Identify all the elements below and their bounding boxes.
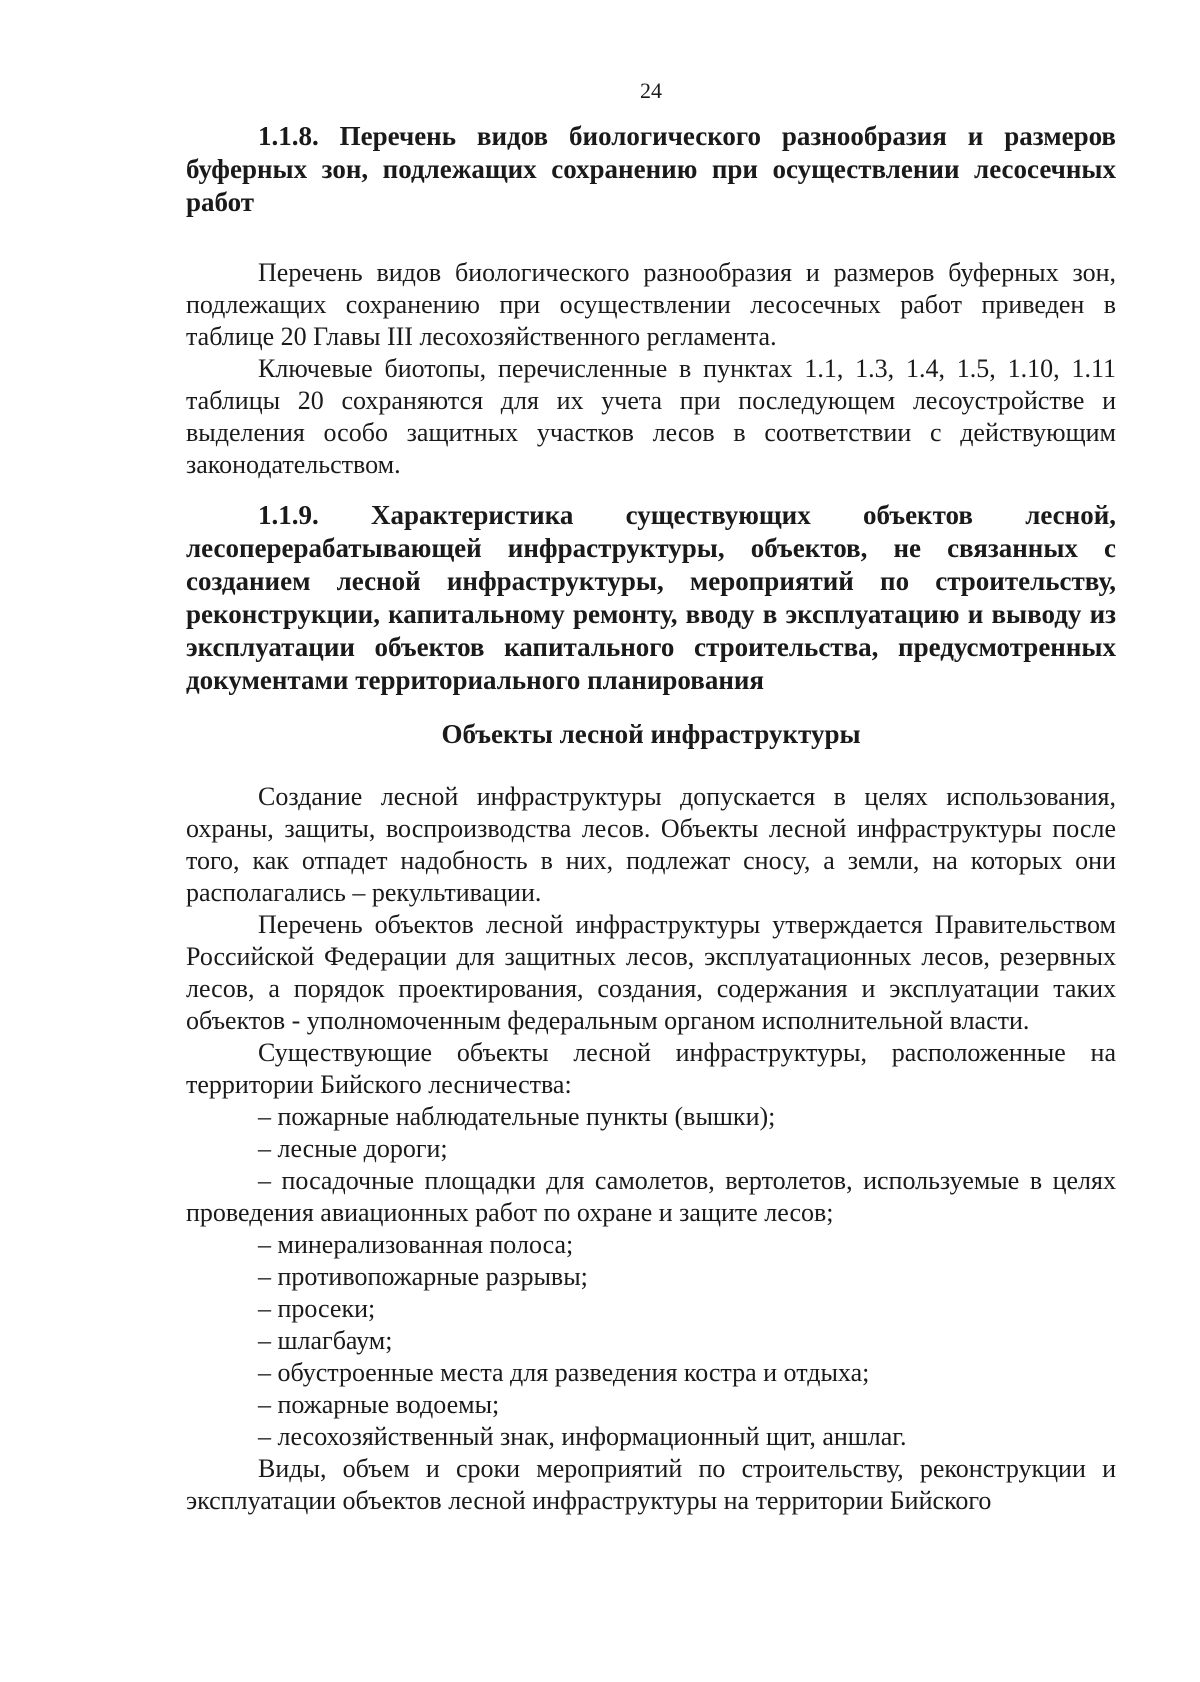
page-number: 24	[640, 78, 662, 103]
paragraph: Виды, объем и сроки мероприятий по строительству, реконструкции и эксплуатации объектов лесной инфраструктуры на территории Бийского	[186, 1454, 1116, 1515]
paragraph: Ключевые биотопы, перечисленные в пунктах 1.1, 1.3, 1.4, 1.5, 1.10, 1.11 таблицы 20 сохраняются для их учета при последующем лесоустройстве и выделения особо защитных участков лесов в соответствии с действующим законодательством.	[186, 354, 1116, 479]
list-item: – просеки;	[258, 1294, 376, 1323]
list-item: – посадочные площадки для самолетов, вертолетов, используемые в целях проведения авиационных работ по охране и защите лесов;	[186, 1166, 1116, 1227]
subheading-forest-infrastructure: Объекты лесной инфраструктуры	[441, 719, 861, 749]
list-item: – лесохозяйственный знак, информационный щит, аншлаг.	[258, 1422, 907, 1451]
list-item: – пожарные наблюдательные пункты (вышки);	[258, 1102, 776, 1131]
list-item: – обустроенные места для разведения костра и отдыха;	[258, 1358, 870, 1387]
infrastructure-list	[186, 1101, 1116, 1453]
list-item: – шлагбаум;	[258, 1326, 393, 1355]
section-heading-1-1-8: 1.1.8. Перечень видов биологического разнообразия и размеров буферных зон, подлежащих сохранению при осуществлении лесосечных работ	[186, 121, 1116, 217]
paragraph: Существующие объекты лесной инфраструктуры, расположенные на территории Бийского лесничества:	[186, 1038, 1116, 1099]
list-item: – противопожарные разрывы;	[258, 1262, 588, 1291]
paragraph: Создание лесной инфраструктуры допускается в целях использования, охраны, защиты, воспроизводства лесов. Объекты лесной инфраструктуры после того, как отпадет надобность в них, подлежат сносу, а земли, на которых они располагались – рекультивации.	[186, 782, 1116, 907]
list-item: – лесные дороги;	[258, 1134, 448, 1163]
document-page	[186, 76, 1116, 1517]
paragraph: Перечень видов биологического разнообразия и размеров буферных зон, подлежащих сохранению при осуществлении лесосечных работ приведен в таблице 20 Главы III лесохозяйственного регламента.	[186, 258, 1116, 351]
paragraph: Перечень объектов лесной инфраструктуры утверждается Правительством Российской Федерации для защитных лесов, эксплуатационных лесов, резервных лесов, а порядок проектирования, создания, содержания и эксплуатации таких объектов - уполномоченным федеральным органом исполнительной власти.	[186, 910, 1116, 1035]
list-item: – минерализованная полоса;	[258, 1230, 574, 1259]
section-heading-1-1-9: 1.1.9. Характеристика существующих объектов лесной, лесоперерабатывающей инфраструктуры, объектов, не связанных с созданием лесной инфраструктуры, мероприятий по строительству, реконструкции, капитальному ремонту, вводу в эксплуатацию и выводу из эксплуатации объектов капитального строительства, предусмотренных документами территориального планирования	[186, 500, 1116, 695]
list-item: – пожарные водоемы;	[258, 1390, 500, 1419]
